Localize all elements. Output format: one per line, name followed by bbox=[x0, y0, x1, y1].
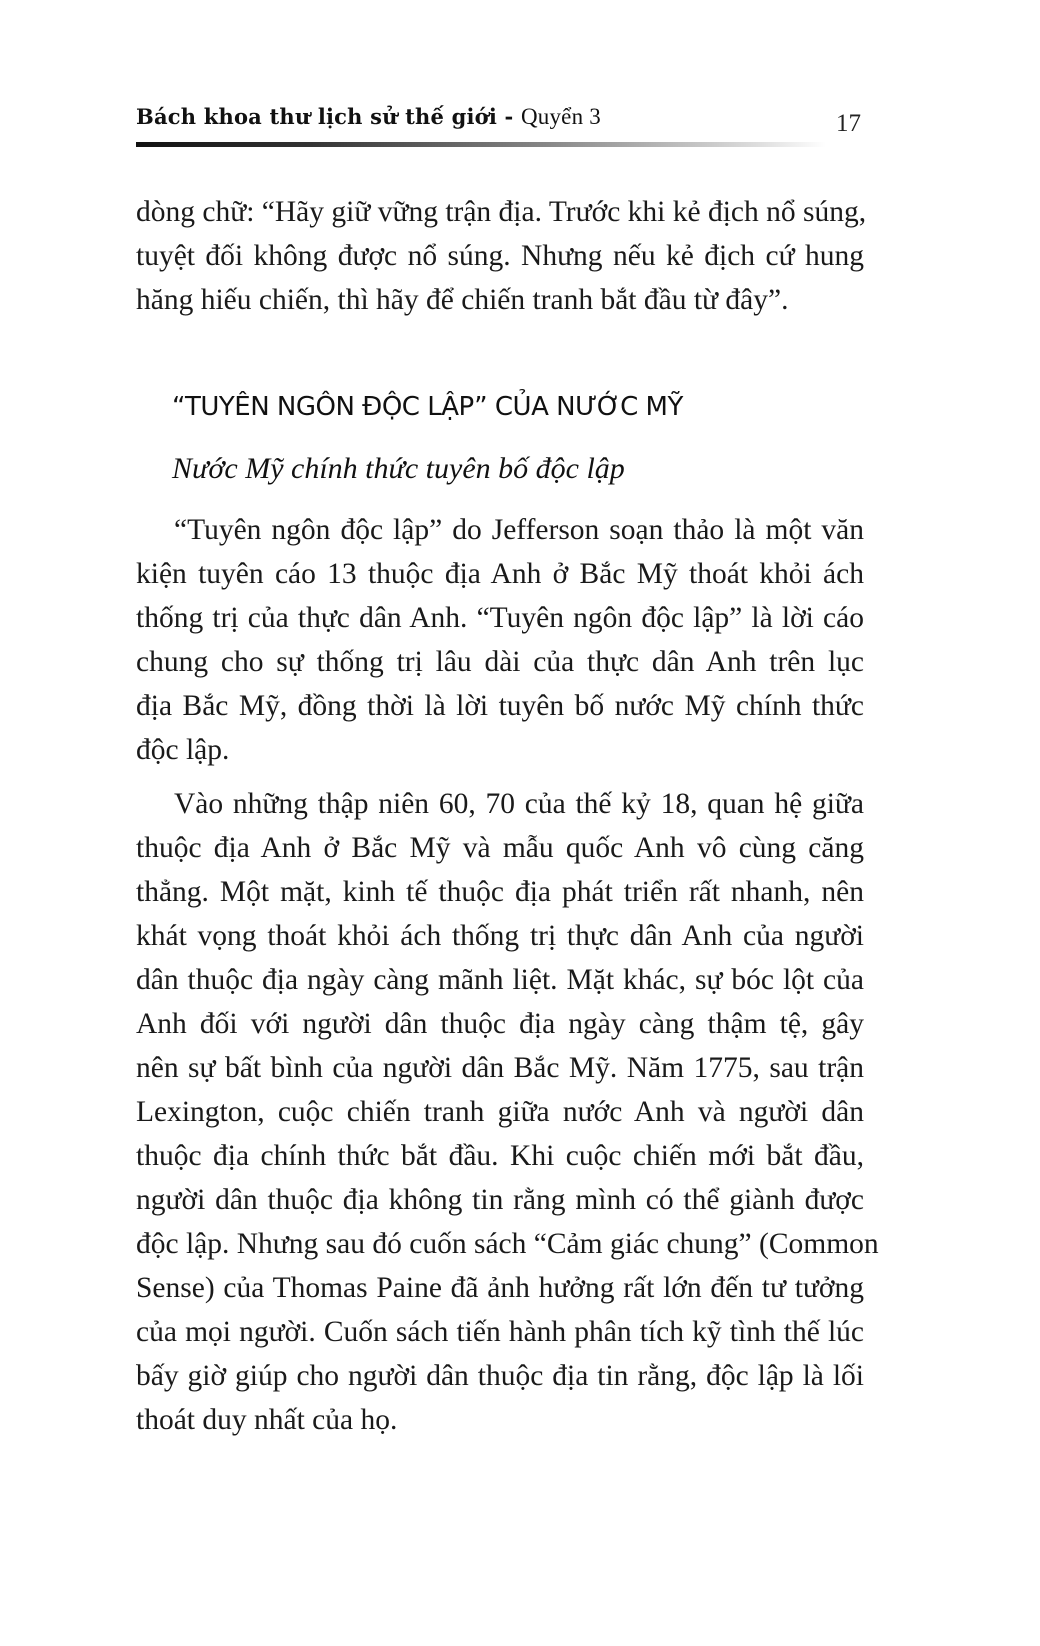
text-line: địa Bắc Mỹ, đồng thời là lời tuyên bố nước Mỹ chính thức bbox=[136, 690, 864, 722]
text-line: độc lập. Nhưng sau đó cuốn sách “Cảm giác chung” (Common bbox=[136, 1228, 879, 1260]
text-line: độc lập. bbox=[136, 734, 230, 766]
header-rule bbox=[136, 142, 826, 147]
text-line: kiện tuyên cáo 13 thuộc địa Anh ở Bắc Mỹ thoát khỏi ách bbox=[136, 558, 864, 590]
running-header bbox=[136, 104, 601, 130]
paragraph-1 bbox=[136, 508, 864, 772]
text-line: Vào những thập niên 60, 70 của thế kỷ 18, quan hệ giữa bbox=[174, 788, 864, 820]
text-line: tuyệt đối không được nổ súng. Nhưng nếu kẻ địch cứ hung bbox=[136, 240, 864, 272]
section-subheading: Nước Mỹ chính thức tuyên bố độc lập bbox=[172, 452, 625, 485]
text-line: thống trị của thực dân Anh. “Tuyên ngôn độc lập” là lời cáo bbox=[136, 602, 864, 634]
text-line: người dân thuộc địa không tin rằng mình có thể giành được bbox=[136, 1184, 864, 1216]
text-line: thẳng. Một mặt, kinh tế thuộc địa phát triển rất nhanh, nên bbox=[136, 876, 864, 908]
text-line: Anh đối với người dân thuộc địa ngày càng thậm tệ, gây bbox=[136, 1008, 864, 1040]
text-line: khát vọng thoát khỏi ách thống trị thực dân Anh của người bbox=[136, 920, 864, 952]
text-line: dân thuộc địa ngày càng mãnh liệt. Mặt khác, sự bóc lột của bbox=[136, 964, 864, 996]
text-line: “Tuyên ngôn độc lập” do Jefferson soạn thảo là một văn bbox=[174, 514, 864, 546]
paragraph-2 bbox=[136, 782, 879, 1442]
text-line: Sense) của Thomas Paine đã ảnh hưởng rất lớn đến tư tưởng bbox=[136, 1272, 864, 1304]
text-line: nên sự bất bình của người dân Bắc Mỹ. Năm 1775, sau trận bbox=[136, 1052, 864, 1084]
page-number: 17 bbox=[836, 110, 861, 137]
text-line: thuộc địa Anh ở Bắc Mỹ và mẫu quốc Anh vô cùng căng bbox=[136, 832, 864, 864]
book-title: Bách khoa thư lịch sử thế giới - bbox=[136, 104, 521, 129]
text-line: thuộc địa chính thức bắt đầu. Khi cuộc chiến mới bắt đầu, bbox=[136, 1140, 864, 1172]
text-line: dòng chữ: “Hãy giữ vững trận địa. Trước khi kẻ địch nổ súng, bbox=[136, 196, 867, 228]
intro-paragraph bbox=[136, 190, 867, 322]
text-line: hăng hiếu chiến, thì hãy để chiến tranh bắt đầu từ đây”. bbox=[136, 284, 789, 316]
section-heading: “TUYÊN NGÔN ĐỘC LẬP” CỦA NƯỚC MỸ bbox=[172, 392, 683, 422]
text-line: chung cho sự thống trị lâu dài của thực dân Anh trên lục bbox=[136, 646, 864, 678]
text-line: thoát duy nhất của họ. bbox=[136, 1404, 398, 1436]
volume-label: Quyển 3 bbox=[520, 104, 601, 129]
text-line: của mọi người. Cuốn sách tiến hành phân tích kỹ tình thế lúc bbox=[136, 1316, 864, 1348]
text-line: Lexington, cuộc chiến tranh giữa nước Anh và người dân bbox=[136, 1096, 864, 1128]
text-line: bấy giờ giúp cho người dân thuộc địa tin rằng, độc lập là lối bbox=[136, 1360, 864, 1392]
